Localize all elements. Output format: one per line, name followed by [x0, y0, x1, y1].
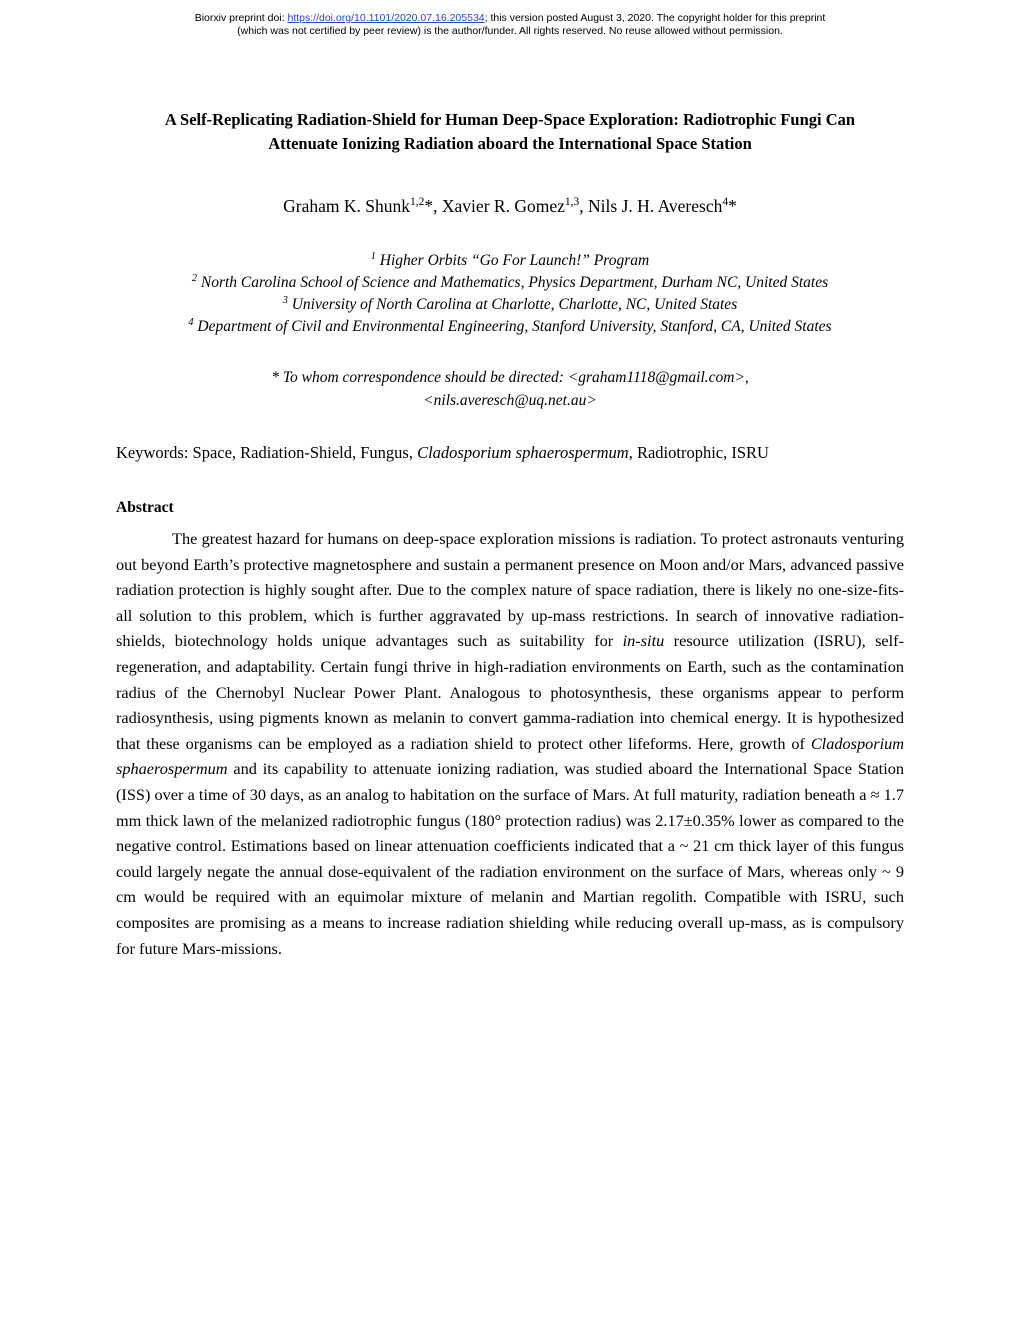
correspondence-note — [116, 366, 904, 412]
author-list — [116, 194, 904, 218]
abstract-part-1: The greatest hazard for humans on deep-space exploration missions is radiation. To protect astronauts venturing out beyond Earth’s protective magnetosphere and sustain a permanent presence on Moon and/or Mars, advanced passive radiation protection is highly sought after. Due to the complex nature of space radiation, there is likely no one-size-fits-all solution to this problem, which is further aggravated by up-mass restrictions. In search of innovative radiation-shields, biotechnology holds unique advantages such as suitability for — [116, 529, 904, 651]
correspondence-line-2: <nils.averesch@uq.net.au> — [423, 392, 597, 409]
affiliation-marker: 4 — [188, 316, 194, 328]
author-1-name: Graham K. Shunk — [283, 196, 410, 216]
affiliation-marker: 3 — [282, 294, 288, 306]
affiliation-item — [116, 294, 904, 316]
affiliation-text: North Carolina School of Science and Mathematics, Physics Department, Durham NC, United States — [196, 274, 829, 291]
keywords-suffix: , Radiotrophic, ISRU — [628, 443, 769, 462]
affiliation-text: University of North Carolina at Charlotte, Charlotte, NC, United States — [287, 296, 738, 313]
affiliation-item — [116, 316, 904, 338]
affiliation-marker: 2 — [191, 272, 197, 284]
paper-content — [116, 108, 904, 961]
affiliation-marker: 1 — [370, 250, 376, 262]
banner-prefix: Biorxiv preprint doi: — [194, 12, 288, 24]
preprint-banner — [0, 12, 1020, 38]
author-2-affil-marker: 1,3 — [564, 196, 580, 209]
page-title — [130, 108, 890, 156]
author-2-name: Xavier R. Gomez — [441, 196, 565, 216]
abstract-body — [116, 526, 904, 961]
author-1-affil-marker: 1,2 — [409, 196, 425, 209]
doi-link[interactable]: https://doi.org/10.1101/2020.07.16.205534 — [287, 12, 485, 24]
abstract-part-3: and its capability to attenuate ionizing radiation, was studied aboard the International Space Station (ISS) over a time of 30 days, as an analog to habitation on the surface of Mars. At full maturity, radiation beneath a ≈ 1.7 mm thick lawn of the melanized radiotrophic fungus (180° protection radius) was 2.17±0.35% lower as compared to the negative control. Estimations based on linear attenuation coefficients indicated that a ~ 21 cm thick layer of this fungus could largely negate the annual dose-equivalent of the radiation environment on the surface of Mars, whereas only ~ 9 cm would be required with an equimolar mixture of melanin and Martian regolith. Compatible with ISRU, such composites are promising as a means to increase radiation shielding while reducing overall up-mass, as is compulsory for future Mars-missions. — [116, 759, 904, 958]
affiliation-text: Department of Civil and Environmental Engineering, Stanford University, Stanford, CA, United States — [193, 318, 832, 335]
affiliation-list — [116, 250, 904, 338]
title-line-1: A Self-Replicating Radiation-Shield for Human Deep-Space Exploration: Radiotrophic Fungi Can — [164, 110, 856, 129]
author-1-separator: *, — [424, 196, 442, 216]
affiliation-item — [116, 272, 904, 294]
abstract-heading: Abstract — [116, 499, 174, 516]
author-2-separator: , — [579, 196, 589, 216]
correspondence-line-1: * To whom correspondence should be directed: <graham1118@gmail.com>, — [271, 369, 749, 386]
author-3-name: Nils J. H. Averesch — [588, 196, 723, 216]
author-3-affil-marker: 4 — [722, 196, 729, 209]
keywords-prefix: Keywords: Space, Radiation-Shield, Fungus, — [116, 443, 418, 462]
banner-line-2: (which was not certified by peer review) is the author/funder. All rights reserved. No reuse allowed without permission. — [237, 25, 783, 37]
abstract-italic-1: in-situ — [622, 631, 665, 651]
author-3-separator: * — [728, 196, 737, 216]
keywords-species: Cladosporium sphaerospermum — [417, 443, 629, 462]
keywords-line — [116, 442, 904, 464]
banner-suffix: ; this version posted August 3, 2020. The copyright holder for this preprint — [484, 12, 826, 24]
affiliation-item — [116, 250, 904, 272]
title-line-2: Attenuate Ionizing Radiation aboard the International Space Station — [268, 134, 752, 153]
affiliation-text: Higher Orbits “Go For Launch!” Program — [375, 252, 650, 269]
abstract-part-2: resource utilization (ISRU), self-regeneration, and adaptability. Certain fungi thrive in high-radiation environments on Earth, such as the contamination radius of the Chernobyl Nuclear Power Plant. Analogous to photosynthesis, these organisms appear to perform radiosynthesis, using pigments known as melanin to convert gamma-radiation into chemical energy. It is hypothesized that these organisms can be employed as a radiation shield to protect other lifeforms. Here, growth of — [116, 631, 905, 753]
abstract-italic-2: Cladosporium sphaerospermum — [116, 733, 904, 779]
